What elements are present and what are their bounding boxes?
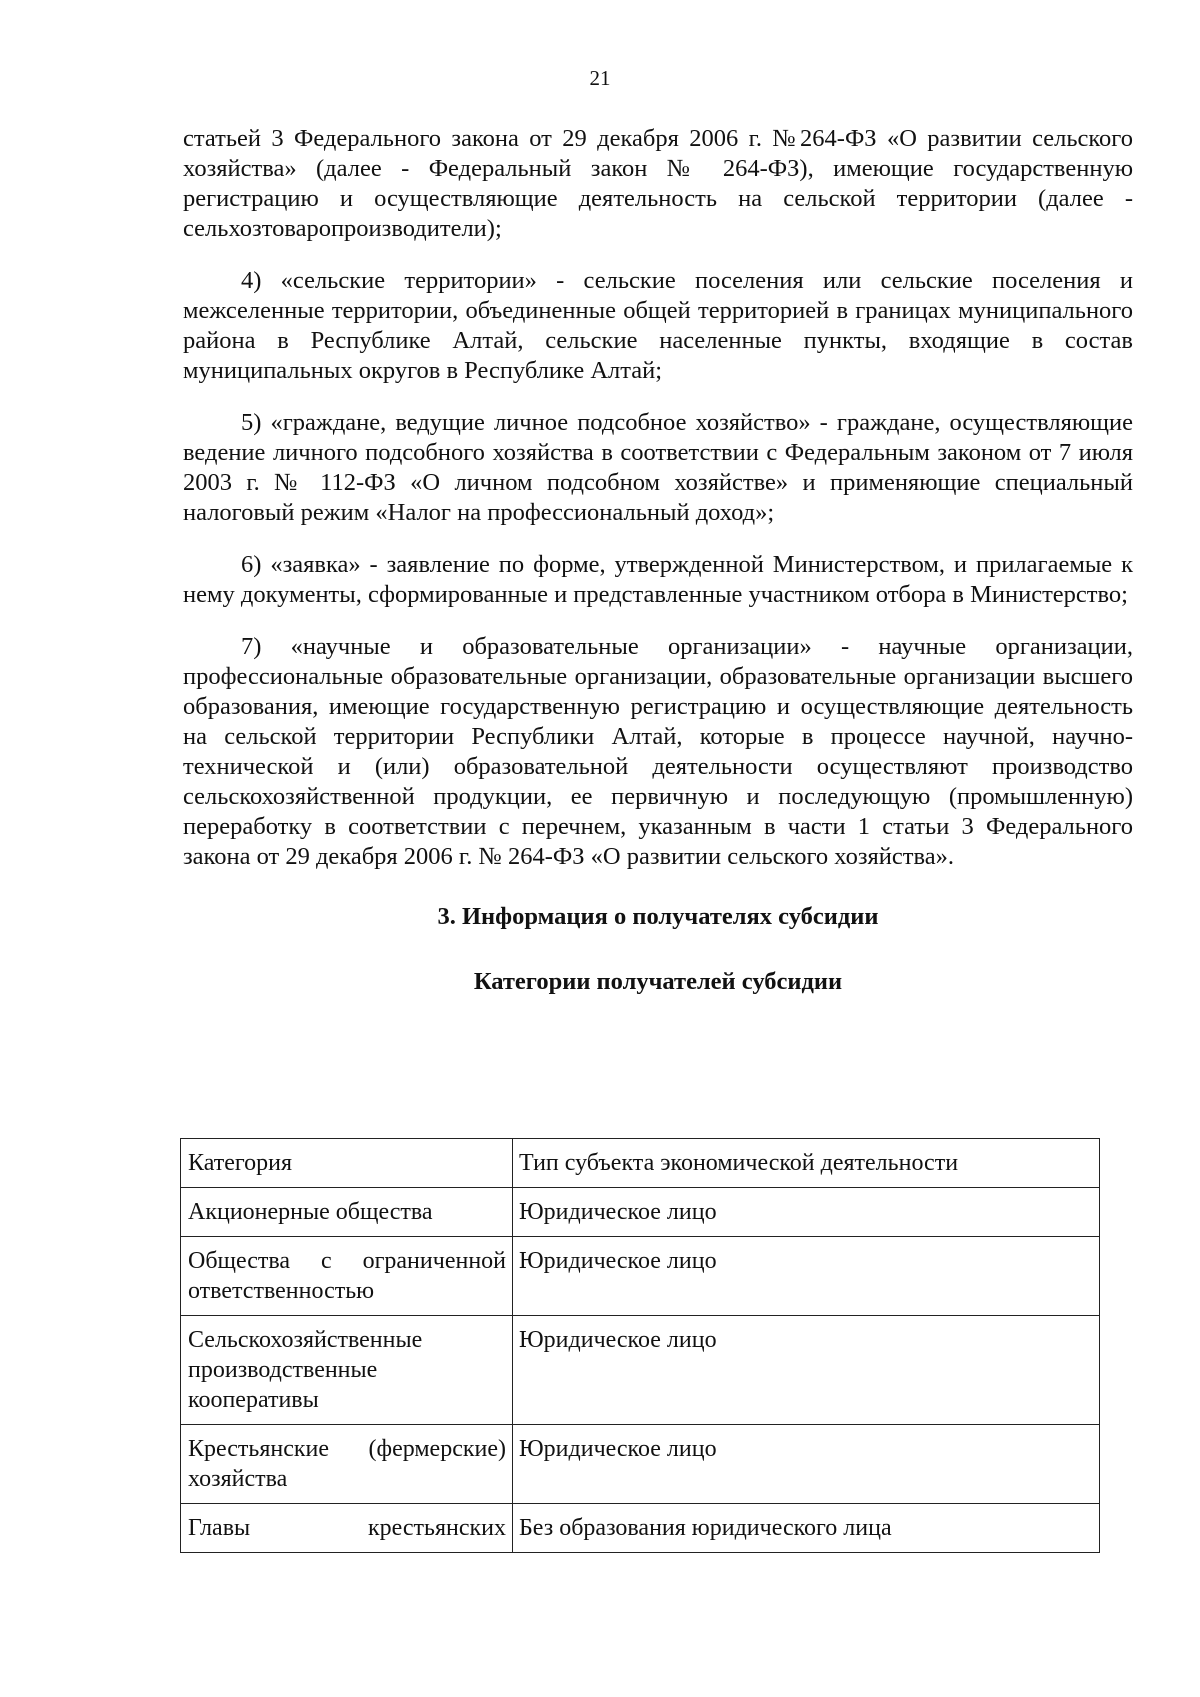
paragraph-item-6: 6) «заявка» - заявление по форме, утвержденной Министерством, и прилагаемые к нему документы, сформированные и представленные участником отбора в Министерство; bbox=[183, 551, 1133, 608]
cell-category: Общества с ограниченной ответственностью bbox=[181, 1237, 513, 1316]
paragraph-item-7: 7) «научные и образовательные организации» - научные организации, профессиональные образовательные организации, образовательные организации высшего образования, имеющие государственную регистрацию и осуществляющие деятельность на сельской территории Республики Алтай, которые в процессе научной, научно-технической и (или) образовательной деятельности осуществляют производство сельскохозяйственной продукции, ее первичную и последующую (промышленную) переработку в соответствии с перечнем, указанным в части 1 статьи 3 Федерального закона от 29 декабря 2006 г. № 264-ФЗ «О развитии сельского хозяйства». bbox=[183, 633, 1133, 870]
paragraph-continuation: статьей 3 Федерального закона от 29 декабря 2006 г. №264-ФЗ «О развитии сельского хозяйства» (далее - Федеральный закон № 264-ФЗ), имеющие государственную регистрацию и осуществляющие деятельность на сельской территории (далее - сельхозтоваропроизводители); bbox=[183, 125, 1133, 242]
document-body bbox=[183, 124, 1133, 997]
cell-entity-type: Юридическое лицо bbox=[513, 1237, 1100, 1316]
cell-entity-type: Юридическое лицо bbox=[513, 1425, 1100, 1504]
cell-category: Сельскохозяйственные производственные кооперативы bbox=[181, 1316, 513, 1425]
table-row bbox=[181, 1425, 1100, 1504]
cell-category: Акционерные общества bbox=[181, 1188, 513, 1237]
cell-entity-type: Юридическое лицо bbox=[513, 1316, 1100, 1425]
cell-entity-type: Без образования юридического лица bbox=[513, 1504, 1100, 1553]
table-header-row bbox=[181, 1139, 1100, 1188]
table-caption: Категории получателей субсидии bbox=[473, 968, 843, 995]
paragraph-item-4: 4) «сельские территории» - сельские поселения или сельские поселения и межселенные территории, объединенные общей территорией в границах муниципального района в Республике Алтай, сельские населенные пункты, входящие в состав муниципальных округов в Республике Алтай; bbox=[183, 267, 1133, 384]
cell-category: Крестьянские (фермерские) хозяйства bbox=[181, 1425, 513, 1504]
cell-entity-type: Юридическое лицо bbox=[513, 1188, 1100, 1237]
table-row bbox=[181, 1188, 1100, 1237]
section-title: 3. Информация о получателях субсидии bbox=[437, 903, 879, 930]
header-category: Категория bbox=[181, 1139, 513, 1188]
table-row bbox=[181, 1504, 1100, 1553]
page-number: 21 bbox=[589, 66, 611, 90]
recipient-categories-table bbox=[180, 1138, 1100, 1553]
cell-category: Главы крестьянских bbox=[181, 1504, 513, 1553]
table-row bbox=[181, 1316, 1100, 1425]
header-entity-type: Тип субъекта экономической деятельности bbox=[513, 1139, 1100, 1188]
paragraph-item-5: 5) «граждане, ведущие личное подсобное хозяйство» - граждане, осуществляющие ведение личного подсобного хозяйства в соответствии с Федеральным законом от 7 июля 2003 г. № 112-ФЗ «О личном подсобном хозяйстве» и применяющие специальный налоговый режим «Налог на профессиональный доход»; bbox=[183, 409, 1133, 526]
table-row bbox=[181, 1237, 1100, 1316]
